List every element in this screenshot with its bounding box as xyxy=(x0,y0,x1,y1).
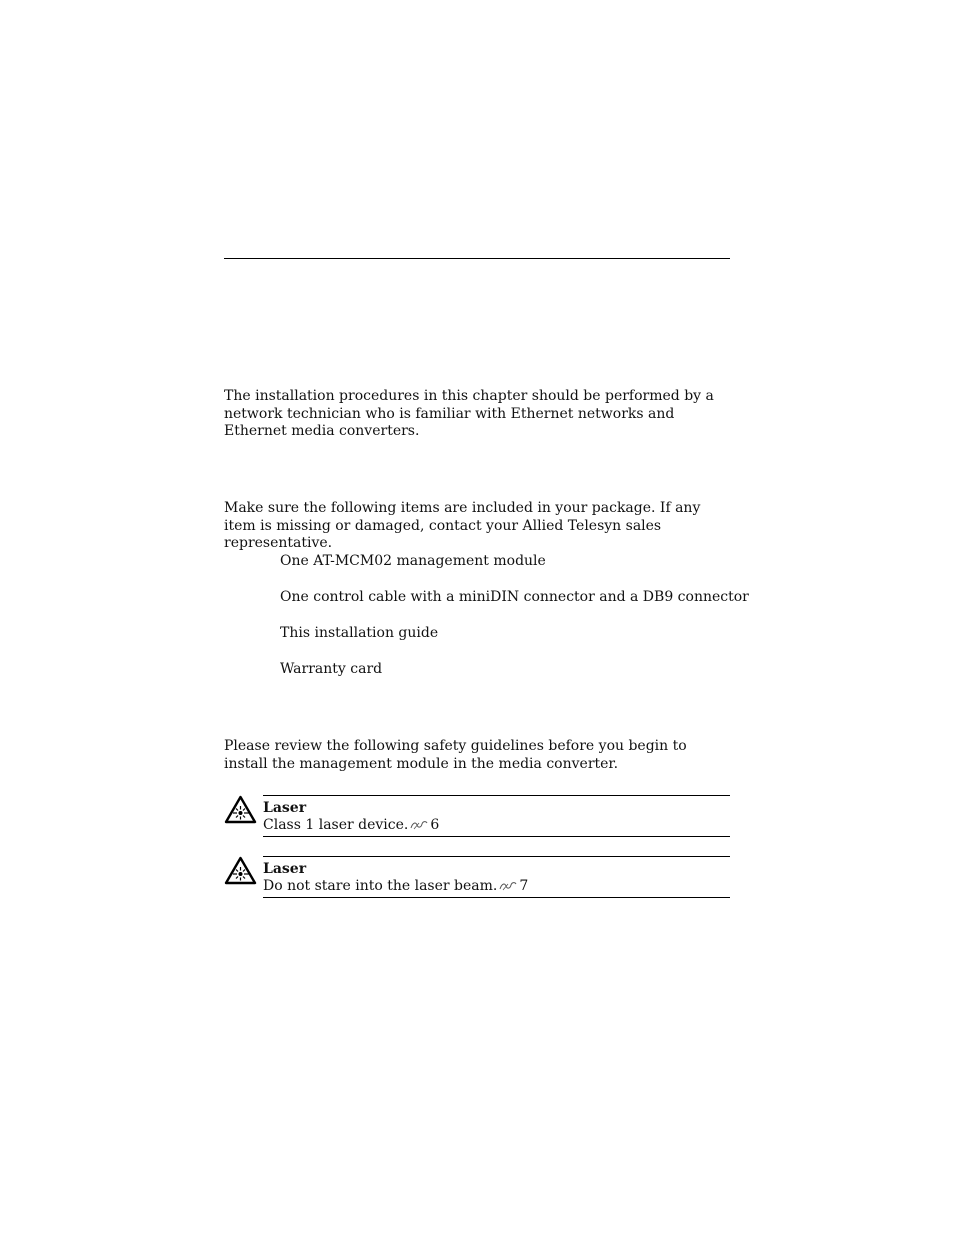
warning-text-line xyxy=(263,817,439,834)
warning-text-line xyxy=(263,878,528,895)
intro-paragraph: The installation procedures in this chapter should be performed by a network technician who is familiar with Ethernet networks and Ethernet media converters. xyxy=(224,388,714,439)
laser-warning-icon xyxy=(224,795,257,825)
laser-warning-1 xyxy=(224,795,730,837)
list-item: One control cable with a miniDIN connector and a DB9 connector xyxy=(280,589,749,605)
warning-box xyxy=(263,795,730,837)
cross-reference-icon xyxy=(410,820,428,830)
cross-reference-icon xyxy=(499,881,517,891)
warning-text: Class 1 laser device. xyxy=(263,817,409,833)
list-item: One AT-MCM02 management module xyxy=(280,553,546,569)
package-contents-list xyxy=(280,552,749,696)
warning-title: Laser xyxy=(263,861,307,877)
chapter-rule xyxy=(224,258,730,259)
warning-title: Laser xyxy=(263,800,307,816)
warning-ref-number: 6 xyxy=(430,817,440,833)
warning-text: Do not stare into the laser beam. xyxy=(263,878,498,894)
list-item: Warranty card xyxy=(280,661,383,677)
warning-box xyxy=(263,856,730,898)
laser-warning-icon xyxy=(224,856,257,886)
laser-warning-2 xyxy=(224,856,730,898)
warning-ref-number: 7 xyxy=(519,878,529,894)
package-paragraph: Make sure the following items are included in your package. If any item is missing or damaged, contact your Allied Telesyn sales representative. xyxy=(224,500,701,551)
safety-paragraph: Please review the following safety guidelines before you begin to install the management module in the media converter. xyxy=(224,738,687,772)
list-item: This installation guide xyxy=(280,625,439,641)
